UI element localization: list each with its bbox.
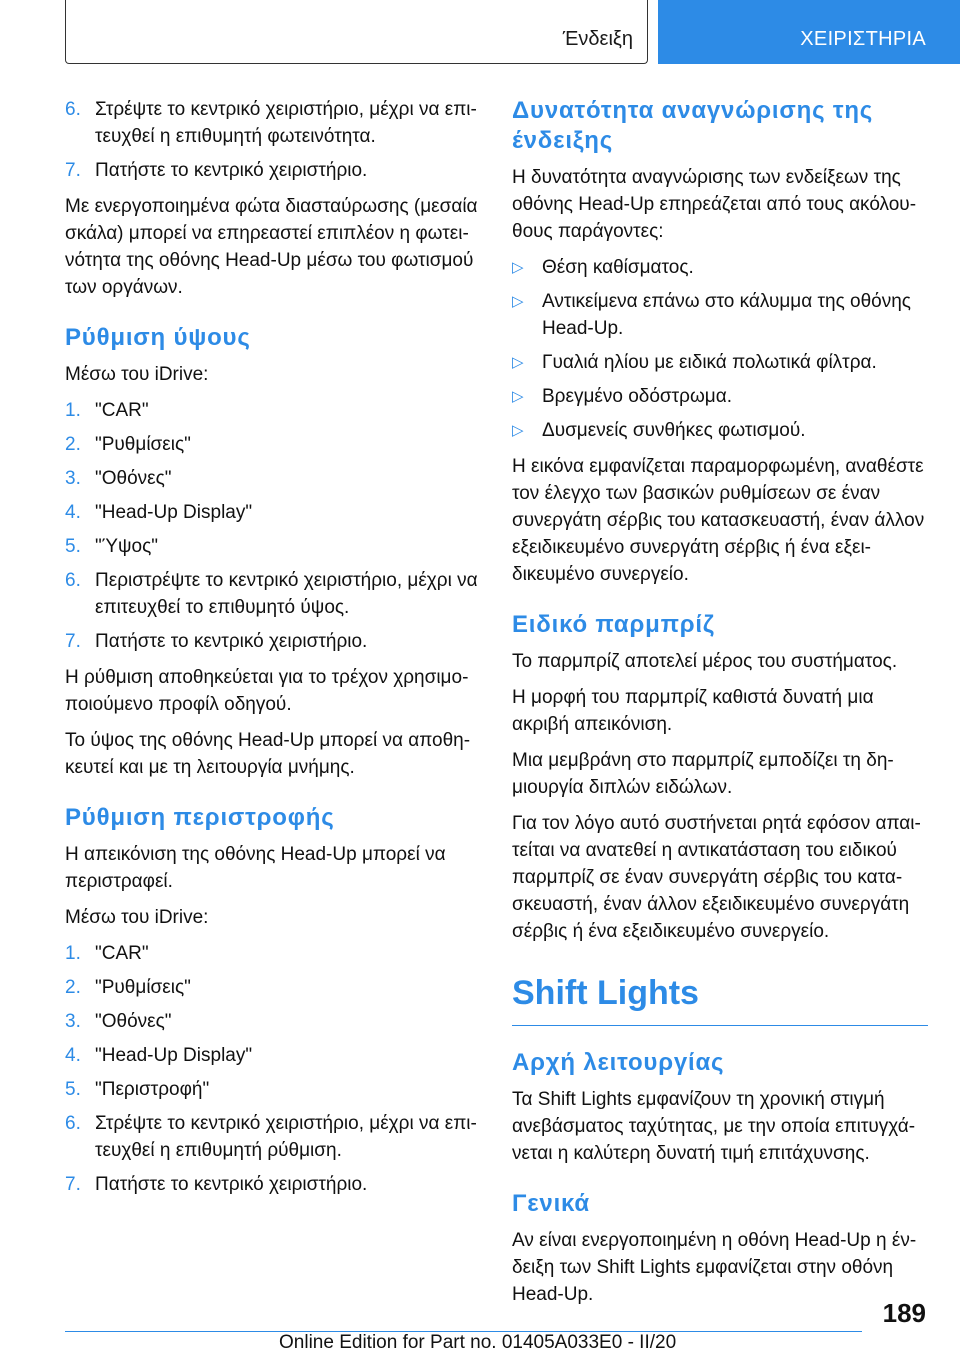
list-item	[512, 254, 928, 281]
list-item	[65, 431, 478, 458]
general-paragraph: Αν είναι ενεργοποιημένη η οθόνη Head-Up η ένδειξη των Shift Lights εμφανίζεται στην οθόνη Head-Up.	[512, 1230, 917, 1305]
step-text: "CAR"	[95, 400, 149, 421]
visibility-factors-list	[512, 254, 928, 444]
step-text: Στρέψτε το κεντρικό χειριστήριο, μέχρι να επιτευχθεί η επιθυμητή φωτεινότητα.	[95, 99, 477, 147]
step-number: 6.	[65, 570, 81, 591]
windshield-paragraph: Για τον λόγο αυτό συστήνεται ρητά εφόσον απαιτείται να ανατεθεί η αντικατάσταση του ειδικού παρμπρίζ σε έναν συνεργάτη σέρβις του κατασκευαστή, έναν άλλον εξειδικευμένο συνεργάτη σέρβις ή ένα εξειδικευμένο συνεργείο.	[512, 813, 921, 942]
via-idrive-label: Μέσω του iDrive:	[65, 907, 209, 928]
bullet-triangle-icon: ▷	[512, 354, 524, 371]
step-number: 7.	[65, 160, 81, 181]
bullet-triangle-icon: ▷	[512, 293, 524, 310]
list-item	[512, 383, 928, 410]
intro-paragraph: Με ενεργοποιημένα φώτα διασταύρωσης (μεσαία σκάλα) μπορεί να επηρεαστεί επιπλέον η φωτεινότητα της οθόνης Head-Up μέσω του φωτισμού των οργάνων.	[65, 196, 478, 298]
page-number: 189	[882, 1298, 926, 1328]
bullet-text: Δυσμενείς συνθήκες φωτισμού.	[542, 420, 806, 441]
step-text: "Head-Up Display"	[95, 502, 253, 523]
list-item	[65, 157, 478, 184]
bullet-text: Θέση καθίσματος.	[542, 257, 694, 278]
list-item	[65, 1110, 478, 1164]
step-number: 2.	[65, 434, 81, 455]
height-paragraph-memory: Το ύψος της οθόνης Head-Up μπορεί να αποθηκευτεί και με τη λειτουργία μνήμης.	[65, 730, 471, 778]
step-number: 6.	[65, 99, 81, 120]
step-number: 2.	[65, 977, 81, 998]
list-item	[65, 499, 478, 526]
step-text: "Head-Up Display"	[95, 1045, 253, 1066]
header-chapter-tab	[658, 0, 960, 64]
step-number: 5.	[65, 536, 81, 557]
windshield-paragraph: Η μορφή του παρμπρίζ καθιστά δυνατή μια ακριβή απεικόνιση.	[512, 687, 874, 735]
step-text: Πατήστε το κεντρικό χειριστήριο.	[95, 631, 368, 652]
heading-operating-principle: Αρχή λειτουργίας	[512, 1049, 725, 1076]
header-section-title: Ένδειξη	[562, 28, 633, 50]
bullet-text: Γυαλιά ηλίου με ειδικά πολωτικά φίλτρα.	[542, 352, 877, 373]
intro-steps-list	[65, 96, 478, 184]
heading-visibility: Δυνατότητα αναγνώρισης της ένδειξης	[512, 97, 874, 154]
step-number: 4.	[65, 1045, 81, 1066]
list-item	[65, 397, 478, 424]
step-text: "Οθόνες"	[95, 1011, 172, 1032]
header-chapter-title: ΧΕΙΡΙΣΤΗΡΙΑ	[800, 28, 926, 50]
right-column	[512, 96, 928, 1317]
list-item	[65, 1042, 478, 1069]
bullet-text: Αντικείμενα επάνω στο κάλυμμα της οθόνης Head-Up.	[542, 291, 911, 339]
bullet-triangle-icon: ▷	[512, 422, 524, 439]
list-item	[512, 349, 928, 376]
step-text: "CAR"	[95, 943, 149, 964]
list-item	[65, 1171, 478, 1198]
windshield-paragraph: Το παρμπρίζ αποτελεί μέρος του συστήματος.	[512, 651, 898, 672]
step-text: "Οθόνες"	[95, 468, 172, 489]
step-text: Πατήστε το κεντρικό χειριστήριο.	[95, 1174, 368, 1195]
rotation-steps-list	[65, 940, 478, 1198]
header-section-tab	[65, 0, 648, 64]
list-item	[65, 974, 478, 1001]
rotation-paragraph: Η απεικόνιση της οθόνης Head-Up μπορεί να περιστραφεί.	[65, 844, 446, 892]
via-idrive-label: Μέσω του iDrive:	[65, 364, 209, 385]
bullet-text: Βρεγμένο οδόστρωμα.	[542, 386, 733, 407]
step-text: "Ρυθμίσεις"	[95, 434, 191, 455]
step-number: 3.	[65, 1011, 81, 1032]
left-column	[65, 96, 478, 1207]
height-steps-list	[65, 397, 478, 655]
heading-general: Γενικά	[512, 1190, 590, 1217]
list-item	[65, 628, 478, 655]
heading-height-adjust: Ρύθμιση ύψους	[65, 324, 251, 351]
list-item	[65, 465, 478, 492]
list-item	[65, 96, 478, 150]
step-number: 7.	[65, 631, 81, 652]
step-number: 6.	[65, 1113, 81, 1134]
list-item	[65, 533, 478, 560]
step-text: "Ύψος"	[95, 536, 159, 557]
heading-rotation-adjust: Ρύθμιση περιστροφής	[65, 804, 335, 831]
visibility-distortion-paragraph: Η εικόνα εμφανίζεται παραμορφωμένη, αναθέστε τον έλεγχο των βασικών ρυθμίσεων σε έναν συνεργάτη σέρβις του κατασκευαστή, έναν άλλον εξειδικευμένο συνεργάτη σέρβις ή ένα εξειδικευμένο συνεργείο.	[512, 456, 925, 585]
step-number: 5.	[65, 1079, 81, 1100]
list-item	[512, 417, 928, 444]
heading-special-windshield: Ειδικό παρμπρίζ	[512, 611, 715, 638]
step-text: Στρέψτε το κεντρικό χειριστήριο, μέχρι να επιτευχθεί η επιθυμητή ρύθμιση.	[95, 1113, 477, 1161]
principle-paragraph: Τα Shift Lights εμφανίζουν τη χρονική στιγμή ανεβάσματος ταχύτητας, με την οποία επιτυγχάνεται η καλύτερη δυνατή τιμή επιτάχυνσης.	[512, 1089, 916, 1164]
step-number: 3.	[65, 468, 81, 489]
step-number: 4.	[65, 502, 81, 523]
bullet-triangle-icon: ▷	[512, 259, 524, 276]
list-item	[65, 567, 478, 621]
step-number: 7.	[65, 1174, 81, 1195]
step-text: "Ρυθμίσεις"	[95, 977, 191, 998]
step-text: Περιστρέψτε το κεντρικό χειριστήριο, μέχρι να επιτευχθεί το επιθυμητό ύψος.	[95, 570, 478, 618]
list-item	[65, 1076, 478, 1103]
section-title-shift-lights: Shift Lights	[512, 971, 928, 1026]
list-item	[512, 288, 928, 342]
visibility-paragraph: Η δυνατότητα αναγνώρισης των ενδείξεων της οθόνης Head-Up επηρεάζεται από τους ακόλουθους παράγοντες:	[512, 167, 917, 242]
step-text: "Περιστροφή"	[95, 1079, 210, 1100]
list-item	[65, 940, 478, 967]
bullet-triangle-icon: ▷	[512, 388, 524, 405]
footer-edition-text: Online Edition for Part no. 01405A033E0 - II/20	[279, 1332, 677, 1353]
list-item	[65, 1008, 478, 1035]
step-number: 1.	[65, 400, 81, 421]
step-text: Πατήστε το κεντρικό χειριστήριο.	[95, 160, 368, 181]
step-number: 1.	[65, 943, 81, 964]
windshield-paragraph: Μια μεμβράνη στο παρμπρίζ εμποδίζει τη δημιουργία διπλών ειδώλων.	[512, 750, 894, 798]
height-paragraph-profile: Η ρύθμιση αποθηκεύεται για το τρέχον χρησιμοποιούμενο προφίλ οδηγού.	[65, 667, 469, 715]
